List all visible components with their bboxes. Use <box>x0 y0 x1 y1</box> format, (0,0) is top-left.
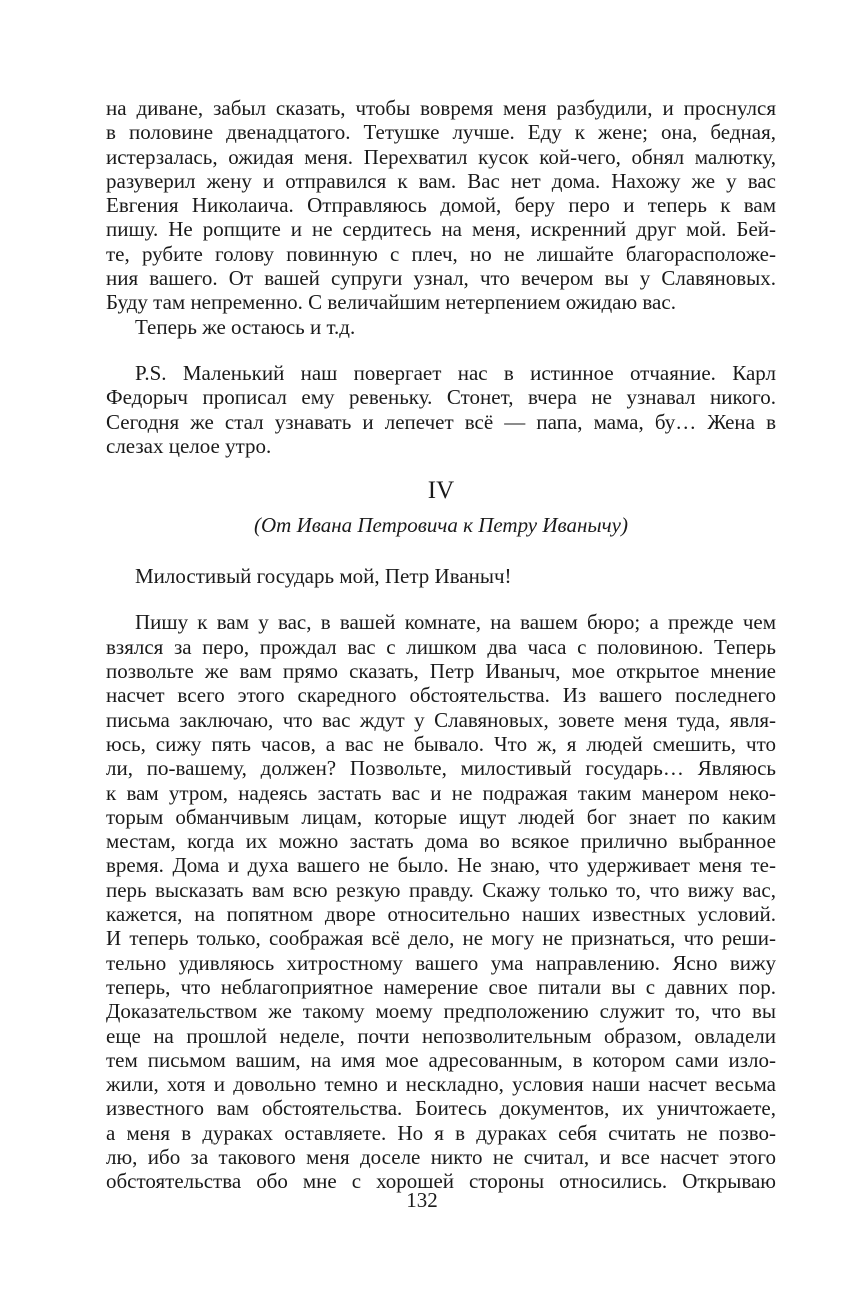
text-line: истерзалась, ожидая меня. Перехватил кусок кой-чего, обнял малютку, <box>106 144 776 169</box>
text-line: к вам утром, надеясь застать вас и не подражая таким манером неко- <box>106 780 776 805</box>
text-line: теперь, что неблагоприятное намерение свое питали вы с давних пор. <box>106 974 776 999</box>
letter-closing: Теперь же остаюсь и т.д. <box>135 314 356 339</box>
text-line: торым обманчивым лицам, которые ищут людей бог знает по каким <box>106 804 776 829</box>
text-line: тем письмом вашим, на имя мое адресованным, в котором сами изло- <box>106 1047 776 1072</box>
text-line: ния вашего. От вашей супруги узнал, что вечером вы у Славяновых. <box>106 266 776 291</box>
text-line: Евгения Николаича. Отправляюсь домой, беру перо и теперь к вам <box>106 193 776 218</box>
chapter-number: IV <box>427 477 455 505</box>
text-line: разуверил жену и отправился к вам. Вас нет дома. Нахожу же у вас <box>106 168 776 193</box>
text-line: P.S. Маленький наш повергает нас в истинное отчаяние. Карл <box>135 360 776 385</box>
text-line: известного вам обстоятельства. Боитесь документов, их уничтожаете, <box>106 1096 776 1121</box>
letter-paragraph <box>106 610 776 1193</box>
letter-paragraph-continued <box>106 96 776 315</box>
text-line: те, рубите голову повинную с плеч, но не лишайте благорасположе- <box>106 241 776 266</box>
text-line: насчет всего этого скаредного обстоятельства. Из вашего последнего <box>106 683 776 708</box>
text-line: кажется, на попятном дворе относительно наших известных условий. <box>106 902 776 927</box>
text-line: Пишу к вам у вас, в вашей комнате, на вашем бюро; а прежде чем <box>135 610 776 635</box>
text-line: перь высказать вам всю резкую правду. Скажу только то, что вижу вас, <box>106 877 776 902</box>
letter-salutation: Милостивый государь мой, Петр Иваныч! <box>135 564 512 589</box>
text-line: тельно удивляюсь хитростному вашего ума направлению. Ясно вижу <box>106 950 776 975</box>
chapter-subtitle: (От Ивана Петровича к Петру Иванычу) <box>254 513 628 538</box>
text-line: позвольте же вам прямо сказать, Петр Иваныч, мое открытое мнение <box>106 659 776 684</box>
text-line: жили, хотя и довольно темно и нескладно, условия наши насчет весьма <box>106 1072 776 1097</box>
text-line: Федорыч прописал ему ревеньку. Стонет, вчера не узнавал никого. <box>106 385 776 410</box>
text-line: в половине двенадцатого. Тетушке лучше. Еду к жене; она, бедная, <box>106 120 776 145</box>
text-line: Доказательством же такому моему предположению служит то, что вы <box>106 999 776 1024</box>
text-line: Буду там непременно. С величайшим нетерпением ожидаю вас. <box>106 290 676 315</box>
text-line: пишу. Не ропщите и не сердитесь на меня, искренний друг мой. Бей- <box>106 217 776 242</box>
text-line: на диване, забыл сказать, чтобы вовремя меня разбудили, и проснулся <box>106 96 776 120</box>
text-line: И теперь только, соображая всё дело, не могу не признаться, что реши- <box>106 926 776 951</box>
text-line: время. Дома и духа вашего не было. Не знаю, что удерживает меня те- <box>106 853 776 878</box>
postscript-paragraph <box>106 361 776 458</box>
text-line: еще на прошлой неделе, почти непозволительным образом, овладели <box>106 1023 776 1048</box>
text-line: взялся за перо, прождал вас с лишком два часа с половиною. Теперь <box>106 634 776 659</box>
text-line: лю, ибо за такового меня доселе никто не считал, и все насчет этого <box>106 1144 776 1169</box>
page-body <box>106 96 776 1194</box>
text-line: юсь, сижу пять часов, а вас не бывало. Что ж, я людей смешить, что <box>106 731 776 756</box>
text-line: Сегодня же стал узнавать и лепечет всё — папа, мама, бу… Жена в <box>106 409 776 434</box>
text-line: слезах целое утро. <box>106 433 272 458</box>
text-line: местам, когда их можно застать дома во всякое прилично выбранное <box>106 829 776 854</box>
text-line: ли, по-вашему, должен? Позвольте, милостивый государь… Являюсь <box>106 756 776 781</box>
text-line: письма заключаю, что вас ждут у Славяновых, зовете меня туда, явля- <box>106 707 776 732</box>
page-number: 132 <box>406 1188 438 1212</box>
text-line: а меня в дураках оставляете. Но я в дураках себя считать не позво- <box>106 1120 776 1145</box>
text-line: обстоятельства обо мне с хорошей стороны относились. Открываю <box>106 1169 776 1194</box>
